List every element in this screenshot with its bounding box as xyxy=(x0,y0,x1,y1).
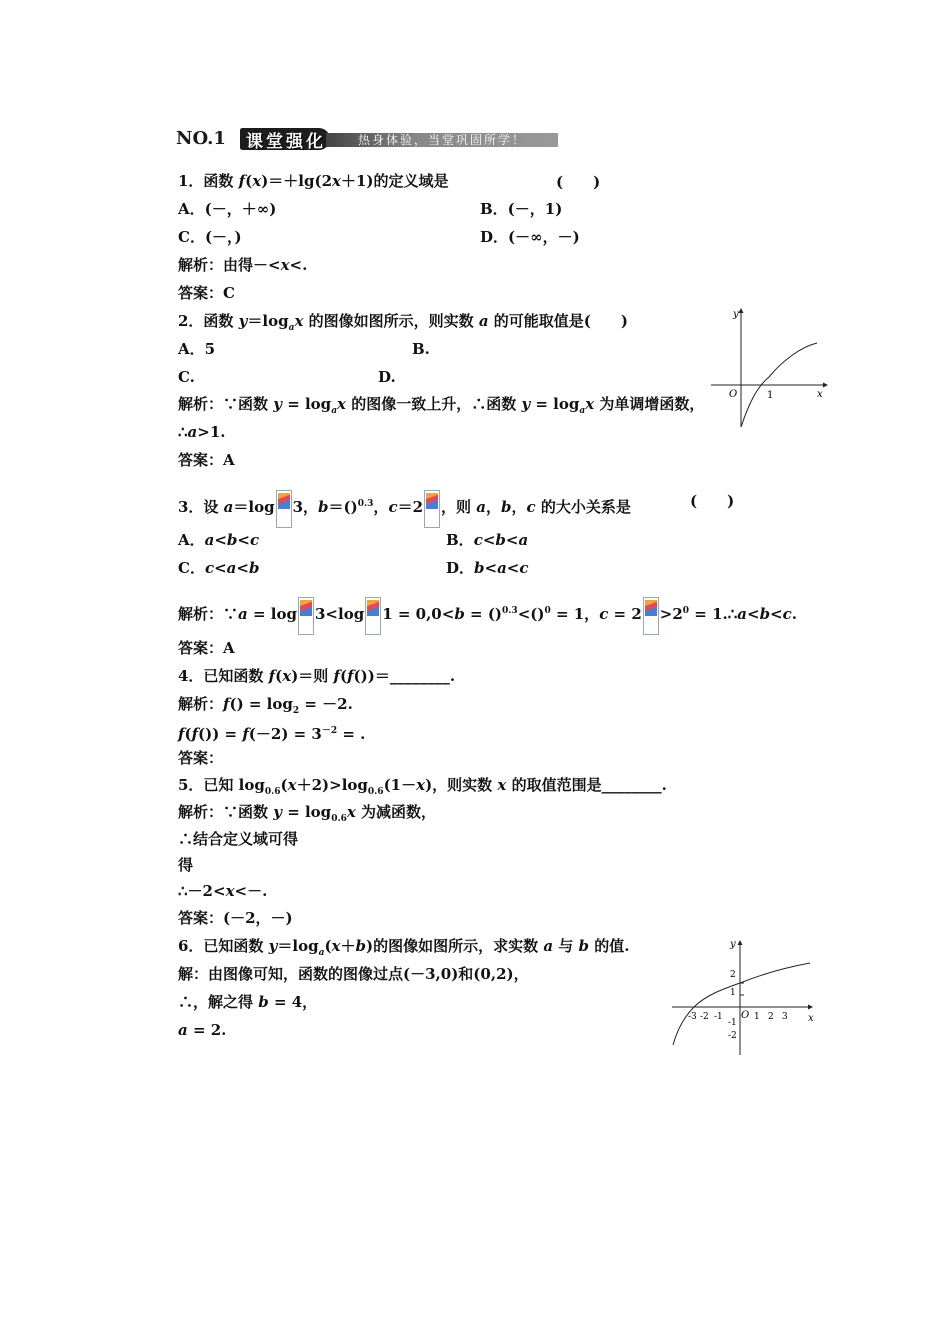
image-placeholder-icon xyxy=(424,490,440,528)
q3-option-a: A．a<b<c xyxy=(178,531,260,549)
q3-option-c: C．c<a<b xyxy=(178,559,260,577)
q4-stem: 4．已知函数 f(x)＝则 f(f())＝________. xyxy=(178,667,456,685)
q4-analysis-line-2: $f(f()) = f(-2) = 3^{-2}$ = . xyxy=(178,725,366,743)
q2-x-arrow xyxy=(823,383,828,388)
q6-y-tick-label: -1 xyxy=(728,1018,737,1028)
q6-x-label: x xyxy=(808,1013,814,1024)
q2-option-a: A．5 xyxy=(178,340,216,358)
q2-x-label: x xyxy=(817,389,823,400)
q2-stem: 2．函数 $y=\log_ax$ 的图像如图所示，则实数 a 的可能取值是( ) xyxy=(178,312,628,333)
q6-y-tick-label: 1 xyxy=(730,988,736,998)
q2-answer: 答案：A xyxy=(178,451,235,469)
q2-option-d: D. xyxy=(378,368,396,386)
q6-x-tick-label: 3 xyxy=(782,1012,788,1022)
q5-analysis-line-1: 解析：∵函数 $y = \log_{0.6}x$ 为减函数， xyxy=(178,803,437,824)
q6-x-tick-label: -1 xyxy=(714,1012,723,1022)
section-banner xyxy=(176,128,558,152)
q6-x-arrow xyxy=(808,1005,813,1010)
q4-answer: 答案： xyxy=(178,749,224,767)
q3-answer: 答案：A xyxy=(178,639,235,657)
q3-option-d: D．b<a<c xyxy=(446,559,529,577)
image-placeholder-icon xyxy=(276,490,292,528)
q2-analysis-line-2: ∴a>1. xyxy=(178,423,226,441)
q6-x-tick-label: -2 xyxy=(700,1012,709,1022)
q5-stem: 5．已知 $\log_{0.6}(x+2)>\log_{0.6}(1-x)$，则实数 x 的取值范围是________. xyxy=(178,776,667,797)
q6-x-tick-label: 2 xyxy=(768,1012,774,1022)
q6-log-curve xyxy=(673,963,810,1045)
q6-y-arrow xyxy=(738,940,743,945)
q1-option-c: C．(－，) xyxy=(178,228,242,246)
q1-answer: 答案：C xyxy=(178,284,235,302)
q3-bracket: ( ) xyxy=(690,492,735,510)
q4-analysis-line-1: 解析：$f() = \log_2 = -2$. xyxy=(178,695,353,716)
banner-slogan: 热身体验，当堂巩固所学！ xyxy=(358,133,527,147)
q6-x-tick-label: -3 xyxy=(688,1012,697,1022)
q5-analysis-line-2: ∴结合定义域可得 xyxy=(178,830,299,848)
q6-x-tick-label: 1 xyxy=(754,1012,760,1022)
q1-option-a: A．(－，＋∞) xyxy=(178,200,277,218)
banner-number: NO.1 xyxy=(176,128,226,149)
q6-solution-line-2: ∴，解之得 b = 4， xyxy=(178,993,318,1011)
q2-y-arrow xyxy=(739,308,744,313)
q2-y-label: y xyxy=(733,309,739,320)
q1-option-d: D．(－∞，－) xyxy=(480,228,580,246)
q6-y-tick-label: -2 xyxy=(728,1031,737,1041)
q6-stem: 6．已知函数 $y=\log_a(x+b)$的图像如图所示，求实数 a 与 b 的值. xyxy=(178,937,630,958)
q5-analysis-line-4: ∴－2<x<－. xyxy=(178,882,268,900)
q1-option-b: B．(－，1) xyxy=(480,200,563,218)
banner-tag: 课堂强化 xyxy=(246,132,326,152)
q3-option-b: B．c<b<a xyxy=(446,531,529,549)
q2-option-b: B. xyxy=(412,340,430,358)
q5-answer: 答案：(－2，－) xyxy=(178,909,293,927)
image-placeholder-icon xyxy=(365,597,381,635)
q6-y-tick-label: 2 xyxy=(730,970,736,980)
q3-stem: 3．设 a＝log 3，b＝()$^{0.3}$，c＝2 ，则 a，b，c 的大小关系是 xyxy=(178,490,631,528)
q6-y-label: y xyxy=(730,939,736,950)
q2-analysis-line-1: 解析：∵函数 $y = \log_ax$ 的图像一致上升，∴函数 $y = \log_ax$ 为单调增函数， xyxy=(178,395,705,416)
q1-bracket: ( ) xyxy=(556,173,601,191)
q6-solution-line-1: 解：由图像可知，函数的图像过点(－3,0)和(0,2)， xyxy=(178,965,529,983)
image-placeholder-icon xyxy=(643,597,659,635)
q1-analysis: 解析：由得－<x<. xyxy=(178,256,308,274)
q2-origin-label: O xyxy=(729,389,738,400)
q2-tick-label: 1 xyxy=(767,390,774,401)
q1-stem: 1．函数 f(x)＝＋lg(2x＋1)的定义域是 xyxy=(178,172,449,190)
q6-origin-label: O xyxy=(741,1010,750,1021)
image-placeholder-icon xyxy=(298,597,314,635)
q6-log-graph xyxy=(668,935,818,1060)
q2-log-graph xyxy=(705,305,830,430)
q5-analysis-line-3: 得 xyxy=(178,856,194,874)
q6-solution-line-3: a = 2. xyxy=(178,1021,227,1039)
q2-option-c: C. xyxy=(178,368,195,386)
q3-analysis: 解析：∵a = log 3<log 1 = 0,0<b = ()$^{0.3}$<()$^0$ = 1，$c = 2 >2^0$ = 1.∴a<b<c. xyxy=(178,597,797,635)
